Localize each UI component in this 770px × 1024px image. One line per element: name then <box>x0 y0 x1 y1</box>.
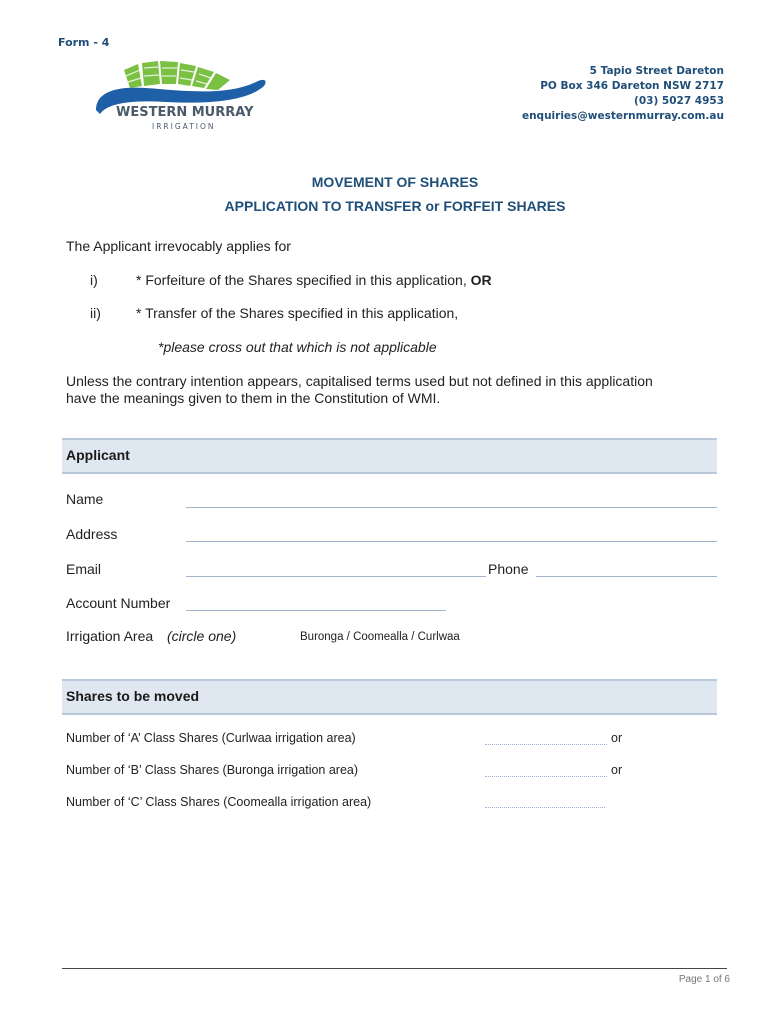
applicant-section-header <box>62 438 717 474</box>
share-row-c-label: Number of ‘C’ Class Shares (Coomealla irrigation area) <box>66 795 372 809</box>
name-label: Name <box>66 491 104 507</box>
contact-email: enquiries@westernmurray.com.au <box>521 110 724 122</box>
intro-lead: The Applicant irrevocably applies for <box>66 238 291 254</box>
phone-field[interactable] <box>536 576 717 577</box>
option-number-1: i) <box>90 272 98 288</box>
definitions-paragraph-line-1: Unless the contrary intention appears, capitalised terms used but not defined in this application <box>66 373 653 389</box>
shares-section-header <box>62 679 717 715</box>
address-field[interactable] <box>186 541 717 542</box>
applicant-heading: Applicant <box>66 447 130 463</box>
logo-wordmark: WESTERN MURRAY <box>116 105 254 120</box>
share-row-a-or: or <box>611 731 623 745</box>
email-field[interactable] <box>186 576 486 577</box>
share-row-a-label: Number of ‘A’ Class Shares (Curlwaa irrigation area) <box>66 731 356 745</box>
account-number-field[interactable] <box>186 610 446 611</box>
option-text-1-body: * Forfeiture of the Shares specified in this application, <box>136 272 471 288</box>
option-text-2: * Transfer of the Shares specified in this application, <box>136 305 459 321</box>
cross-out-note: *please cross out that which is not applicable <box>158 339 437 355</box>
logo-graphic <box>86 58 276 138</box>
company-logo <box>86 58 276 138</box>
irrigation-area-hint: (circle one) <box>167 628 237 644</box>
document-subtitle: APPLICATION TO TRANSFER or FORFEIT SHARES <box>224 198 566 214</box>
email-label: Email <box>66 561 102 577</box>
share-row-b-field[interactable] <box>485 776 607 777</box>
document-title: MOVEMENT OF SHARES <box>311 174 479 190</box>
option-text-1-or: OR <box>470 272 492 288</box>
account-number-label: Account Number <box>66 595 171 611</box>
definitions-paragraph-line-2: have the meanings given to them in the Constitution of WMI. <box>66 390 441 406</box>
contact-po-box: PO Box 346 Dareton NSW 2717 <box>540 80 724 92</box>
shares-heading: Shares to be moved <box>66 688 200 704</box>
option-number-2: ii) <box>90 305 101 321</box>
logo-subtitle: IRRIGATION <box>152 122 216 131</box>
share-row-c-field[interactable] <box>485 807 605 808</box>
contact-phone: (03) 5027 4953 <box>634 95 724 107</box>
share-row-b-or: or <box>611 763 623 777</box>
footer-divider <box>62 968 727 969</box>
contact-details <box>522 64 724 124</box>
address-label: Address <box>66 526 118 542</box>
page-number: Page 1 of 6 <box>678 974 730 985</box>
option-text-1 <box>136 272 492 288</box>
share-row-a-field[interactable] <box>485 744 607 745</box>
contact-address: 5 Tapio Street Dareton <box>589 65 724 77</box>
phone-label: Phone <box>488 561 529 577</box>
form-number: Form - 4 <box>58 36 110 49</box>
irrigation-area-options[interactable]: Buronga / Coomealla / Curlwaa <box>300 631 460 643</box>
share-row-b-label: Number of ‘B’ Class Shares (Buronga irrigation area) <box>66 763 359 777</box>
irrigation-area-label: Irrigation Area <box>66 628 154 644</box>
name-field[interactable] <box>186 507 717 508</box>
